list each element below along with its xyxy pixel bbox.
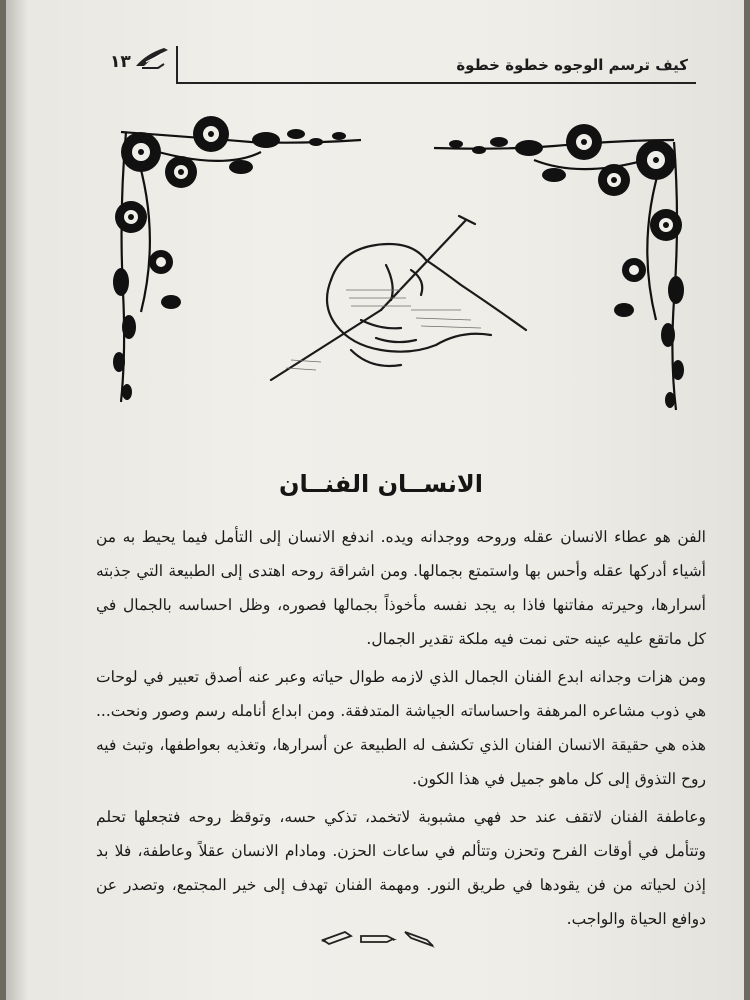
chapter-title: الانســان الفنــان	[279, 470, 483, 498]
chapter-body	[96, 520, 706, 936]
three-pencils-ornament	[319, 924, 437, 950]
paragraph-3: وعاطفة الفنان لاتقف عند حد فهي مشبوبة لاتخمد، تذكي حسه، وتوقظ روحه فتجعلها تحلم وتتأمل في أوقات الفرح وتحزن وتتألم في ساعات الحزن. ومادام الانسان عقلاً وعاطفة، فلا بد إذن لحياته من فن يقودها في طريق النور. ومهمة الفنان تهدف إلى خير المجتمع، وتصدر عن دوافع الحياة والواجب.	[96, 808, 706, 928]
book-title: كيف ترسم الوجوه خطوة خطوة	[456, 56, 688, 74]
paragraph-2: ومن هزات وجدانه ابدع الفنان الجمال الذي لازمه طوال حياته وعبر عنه أصدق تعبير في لوحات هي ذوب مشاعره المرهفة واحساساته الجياشة المتدفقة. ومن ابداع أنامله رسم وصور ونحت... هذه هي حقيقة الانسان الفنان الذي تكشف له الطبيعة عن أسرارها، وتغذيه بعواطفها، وتبث فيه روح التذوق إلى كل ماهو جميل في هذا الكون.	[96, 668, 706, 788]
paragraph-1: الفن هو عطاء الانسان عقله وروحه ووجدانه ويده. اندفع الانسان إلى التأمل فيما يحيط به من أشياء أدركها عقله وأحس بها واستمتع بجمالها. ومن اشراقة روحه اهتدى إلى الطبيعة التي جذبته أسرارها، وحيرته مفاتنها فاذا به يجد نفسه مأخوذاً بجمالها فصوره، وظل احساسه بالجمال في كل ماتقع عليه عينه حتى نمت فيه ملكة تقدير الجمال.	[96, 528, 706, 648]
header-divider	[176, 46, 178, 84]
page-gutter-shadow	[6, 0, 28, 1000]
page-number: ١٣	[110, 52, 131, 72]
header-rule	[176, 82, 696, 84]
quill-pen-icon	[134, 44, 172, 74]
running-header	[106, 40, 696, 90]
book-page	[6, 0, 744, 1000]
hand-holding-pen-illustration	[261, 210, 541, 395]
